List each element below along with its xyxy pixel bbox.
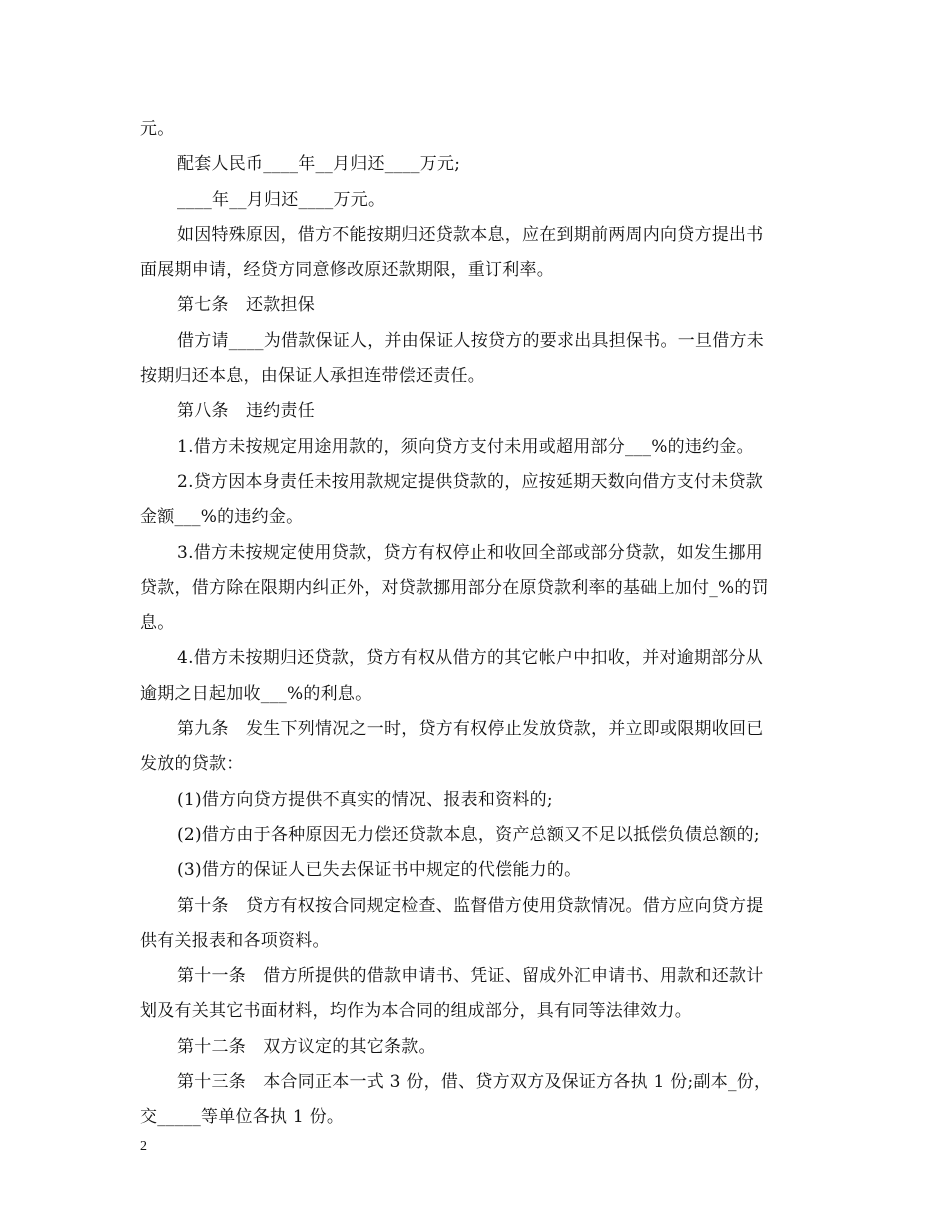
text-line: 第十条 贷方有权按合同规定检查、监督借方使用贷款情况。借方应向贷方提 xyxy=(177,895,764,916)
text-line: 交_____等单位各执 1 份。 xyxy=(140,1107,345,1128)
section-heading: 第八条 违约责任 xyxy=(177,401,315,422)
text-line: 借方请____为借款保证人，并由保证人按贷方的要求出具担保书。一旦借方未 xyxy=(177,330,764,351)
text-line: 第十一条 借方所提供的借款申请书、凭证、留成外汇申请书、用款和还款计 xyxy=(177,966,764,987)
text-line: 发放的贷款： xyxy=(140,754,244,775)
text-line: 划及有关其它书面材料，均作为本合同的组成部分，具有同等法律效力。 xyxy=(140,1001,692,1022)
document-body xyxy=(140,112,812,1136)
text-line: 元。 xyxy=(140,119,175,139)
text-line: 第十三条 本合同正本一式 3 份，借、贷方双方及保证方各执 1 份;副本_份， xyxy=(177,1072,772,1093)
text-line: 配套人民币____年__月归还____万元; xyxy=(177,154,461,175)
text-line: ____年__月归还____万元。 xyxy=(177,189,386,210)
text-line: 按期归还本息，由保证人承担连带偿还责任。 xyxy=(140,366,485,387)
text-line: 第十二条 双方议定的其它条款。 xyxy=(177,1036,436,1057)
list-item: (3)借方的保证人已失去保证书中规定的代偿能力的。 xyxy=(177,860,582,881)
text-line: 如因特殊原因，借方不能按期归还贷款本息，应在到期前两周内向贷方提出书 xyxy=(177,224,764,245)
text-line: 供有关报表和各项资料。 xyxy=(140,930,330,951)
text-line: 3.借方未按规定使用贷款，贷方有权停止和收回全部或部分贷款，如发生挪用 xyxy=(177,542,763,563)
text-line: 面展期申请，经贷方同意修改原还款期限，重订利率。 xyxy=(140,260,554,281)
list-item: (2)借方由于各种原因无力偿还贷款本息，资产总额又不足以抵偿负债总额的; xyxy=(177,824,760,845)
text-line: 4.借方未按期归还贷款，贷方有权从借方的其它帐户中扣收，并对逾期部分从 xyxy=(177,648,763,669)
text-line: 第九条 发生下列情况之一时，贷方有权停止发放贷款，并立即或限期收回已 xyxy=(177,719,764,740)
text-line: 息。 xyxy=(140,613,175,634)
page-number: 2 xyxy=(140,1139,147,1154)
text-line: 贷款，借方除在限期内纠正外，对贷款挪用部分在原贷款利率的基础上加付_%的罚 xyxy=(140,577,769,598)
text-line: 2.贷方因本身责任未按用款规定提供贷款的，应按延期天数向借方支付未贷款 xyxy=(177,471,763,492)
section-heading: 第七条 还款担保 xyxy=(177,295,315,316)
text-line: 1.借方未按规定用途用款的，须向贷方支付未用或超用部分___%的违约金。 xyxy=(177,436,754,457)
text-line: 逾期之日起加收___%的利息。 xyxy=(140,683,373,704)
list-item: (1)借方向贷方提供不真实的情况、报表和资料的; xyxy=(177,789,553,810)
text-line: 金额___%的违约金。 xyxy=(140,507,304,528)
